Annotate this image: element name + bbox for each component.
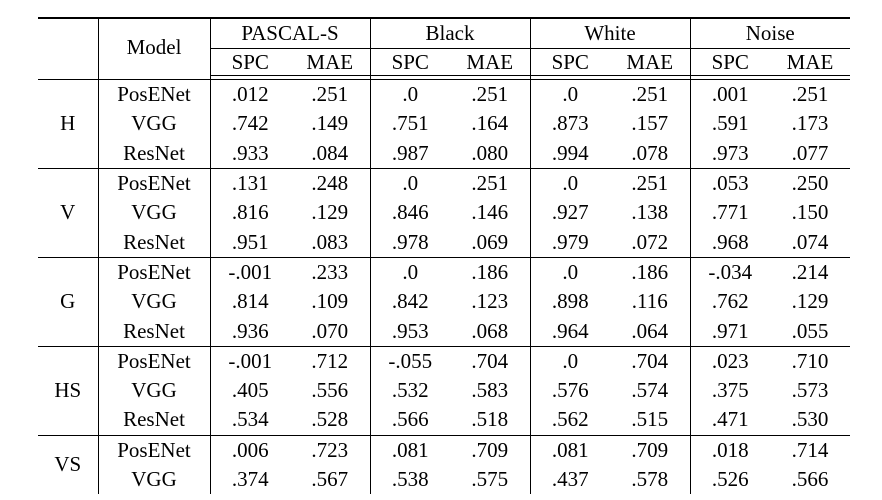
table-row xyxy=(38,168,850,198)
mae-value-cell: .068 xyxy=(471,318,509,343)
spc-value-cell: .979 xyxy=(530,227,610,257)
spc-value-cell: .927 xyxy=(530,198,610,227)
mae-value-cell: .712 xyxy=(290,346,370,376)
mae-value-cell: .149 xyxy=(311,111,349,136)
results-table-body xyxy=(38,80,850,495)
dataset-header-white: White xyxy=(530,18,690,49)
model-name-cell: PosENet xyxy=(98,257,210,287)
mae-value-cell: .109 xyxy=(311,289,349,314)
spc-value-cell: .566 xyxy=(370,405,450,435)
metric-header-mae: MAE xyxy=(450,49,530,76)
spc-value-cell: .846 xyxy=(370,198,450,227)
table-row xyxy=(38,346,850,376)
model-name-cell: ResNet xyxy=(98,405,210,435)
spc-value-cell: .814 xyxy=(210,287,290,316)
mae-value-cell: .714 xyxy=(770,435,850,465)
dataset-header-pascal-s: PASCAL-S xyxy=(210,18,370,49)
spc-value-cell: .0 xyxy=(370,257,450,287)
spc-value-cell: .081 xyxy=(530,435,610,465)
mae-value-cell: .251 xyxy=(610,80,690,110)
table-row xyxy=(38,405,850,435)
spc-value-cell: .0 xyxy=(530,257,610,287)
spc-value-cell: .898 xyxy=(530,287,610,316)
spc-value-cell: .0 xyxy=(370,168,450,198)
mae-value-cell: .567 xyxy=(311,467,349,491)
mae-value-cell: .574 xyxy=(631,378,669,403)
spc-value-cell: .405 xyxy=(210,376,290,405)
spc-value-cell: .018 xyxy=(690,435,770,465)
spc-value-cell: .001 xyxy=(690,80,770,110)
mae-value-cell: .248 xyxy=(290,168,370,198)
mae-value-cell: .573 xyxy=(791,378,829,403)
model-column-header: Model xyxy=(98,18,210,76)
group-label: V xyxy=(38,168,98,257)
spc-value-cell: .842 xyxy=(370,287,450,316)
dataset-header-black: Black xyxy=(370,18,530,49)
mae-value-cell: .070 xyxy=(311,318,349,343)
spc-value-cell: .951 xyxy=(210,227,290,257)
mae-value-cell: .583 xyxy=(471,378,509,403)
mae-value-cell: .704 xyxy=(610,346,690,376)
spc-value-cell: .816 xyxy=(210,198,290,227)
group-label: HS xyxy=(38,346,98,435)
metric-header-spc: SPC xyxy=(370,49,450,76)
spc-value-cell: .953 xyxy=(370,316,450,346)
spc-value-cell: .534 xyxy=(210,405,290,435)
metric-header-mae: MAE xyxy=(770,49,850,76)
mae-value-cell: .146 xyxy=(471,200,509,225)
table-row xyxy=(38,198,850,227)
mae-value-cell: .251 xyxy=(610,168,690,198)
mae-value-cell: .709 xyxy=(450,435,530,465)
results-table xyxy=(38,17,850,494)
mae-value-cell: .556 xyxy=(311,378,349,403)
model-name-cell: VGG xyxy=(98,465,210,494)
mae-value-cell: .078 xyxy=(631,140,669,165)
mae-value-cell: .186 xyxy=(610,257,690,287)
spc-value-cell: .742 xyxy=(210,109,290,138)
spc-value-cell: .0 xyxy=(530,80,610,110)
mae-value-cell: .251 xyxy=(450,168,530,198)
spc-value-cell: .374 xyxy=(210,465,290,494)
spc-value-cell: .437 xyxy=(530,465,610,494)
mae-value-cell: .064 xyxy=(631,318,669,343)
model-name-cell: PosENet xyxy=(98,346,210,376)
spc-value-cell: .0 xyxy=(530,346,610,376)
spc-value-cell: .562 xyxy=(530,405,610,435)
metric-header-spc: SPC xyxy=(530,49,610,76)
spc-value-cell: .978 xyxy=(370,227,450,257)
mae-value-cell: .080 xyxy=(471,140,509,165)
spc-value-cell: .936 xyxy=(210,316,290,346)
mae-value-cell: .084 xyxy=(311,140,349,165)
model-name-cell: VGG xyxy=(98,287,210,316)
mae-value-cell: .566 xyxy=(791,467,829,491)
spc-value-cell: .006 xyxy=(210,435,290,465)
model-name-cell: ResNet xyxy=(98,139,210,169)
mae-value-cell: .072 xyxy=(631,229,669,254)
spc-value-cell: .933 xyxy=(210,139,290,169)
mae-value-cell: .069 xyxy=(471,229,509,254)
mae-value-cell: .138 xyxy=(631,200,669,225)
mae-value-cell: .150 xyxy=(791,200,829,225)
mae-value-cell: .123 xyxy=(471,289,509,314)
spc-value-cell: .964 xyxy=(530,316,610,346)
table-row xyxy=(38,287,850,316)
mae-value-cell: .578 xyxy=(631,467,669,491)
table-row xyxy=(38,80,850,110)
spc-value-cell: .081 xyxy=(370,435,450,465)
mae-value-cell: .129 xyxy=(311,200,349,225)
spc-value-cell: .751 xyxy=(370,109,450,138)
mae-value-cell: .251 xyxy=(770,80,850,110)
spc-value-cell: .987 xyxy=(370,139,450,169)
metric-header-spc: SPC xyxy=(690,49,770,76)
table-row xyxy=(38,376,850,405)
model-name-cell: ResNet xyxy=(98,227,210,257)
header-corner-cell xyxy=(38,18,98,76)
model-name-cell: VGG xyxy=(98,109,210,138)
metric-header-mae: MAE xyxy=(290,49,370,76)
mae-value-cell: .709 xyxy=(610,435,690,465)
mae-value-cell: .186 xyxy=(450,257,530,287)
mae-value-cell: .528 xyxy=(311,407,349,432)
spc-value-cell: -.055 xyxy=(370,346,450,376)
spc-value-cell: .873 xyxy=(530,109,610,138)
table-row xyxy=(38,109,850,138)
spc-value-cell: .0 xyxy=(530,168,610,198)
spc-value-cell: .526 xyxy=(690,465,770,494)
mae-value-cell: .515 xyxy=(631,407,669,432)
spc-value-cell: -.001 xyxy=(210,257,290,287)
model-name-cell: PosENet xyxy=(98,168,210,198)
spc-value-cell: .576 xyxy=(530,376,610,405)
spc-value-cell: .532 xyxy=(370,376,450,405)
mae-value-cell: .077 xyxy=(791,140,829,165)
dataset-header-noise: Noise xyxy=(690,18,850,49)
spc-value-cell: .538 xyxy=(370,465,450,494)
table-row xyxy=(38,139,850,169)
mae-value-cell: .530 xyxy=(791,407,829,432)
spc-value-cell: .771 xyxy=(690,198,770,227)
table-row xyxy=(38,435,850,465)
spc-value-cell: .053 xyxy=(690,168,770,198)
mae-value-cell: .164 xyxy=(471,111,509,136)
mae-value-cell: .250 xyxy=(770,168,850,198)
spc-value-cell: .968 xyxy=(690,227,770,257)
mae-value-cell: .055 xyxy=(791,318,829,343)
spc-value-cell: .375 xyxy=(690,376,770,405)
mae-value-cell: .723 xyxy=(290,435,370,465)
model-name-cell: PosENet xyxy=(98,435,210,465)
table-row xyxy=(38,316,850,346)
table-row xyxy=(38,465,850,494)
mae-value-cell: .704 xyxy=(450,346,530,376)
mae-value-cell: .129 xyxy=(791,289,829,314)
spc-value-cell: .0 xyxy=(370,80,450,110)
spc-value-cell: -.034 xyxy=(690,257,770,287)
spc-value-cell: .012 xyxy=(210,80,290,110)
spc-value-cell: -.001 xyxy=(210,346,290,376)
table-row xyxy=(38,257,850,287)
spc-value-cell: .131 xyxy=(210,168,290,198)
model-name-cell: VGG xyxy=(98,198,210,227)
mae-value-cell: .575 xyxy=(471,467,509,491)
mae-value-cell: .214 xyxy=(770,257,850,287)
spc-value-cell: .971 xyxy=(690,316,770,346)
spc-value-cell: .591 xyxy=(690,109,770,138)
mae-value-cell: .518 xyxy=(471,407,509,432)
spc-value-cell: .023 xyxy=(690,346,770,376)
model-name-cell: VGG xyxy=(98,376,210,405)
spc-value-cell: .994 xyxy=(530,139,610,169)
mae-value-cell: .710 xyxy=(770,346,850,376)
spc-value-cell: .762 xyxy=(690,287,770,316)
metric-header-spc: SPC xyxy=(210,49,290,76)
spc-value-cell: .973 xyxy=(690,139,770,169)
mae-value-cell: .233 xyxy=(290,257,370,287)
spc-value-cell: .471 xyxy=(690,405,770,435)
mae-value-cell: .083 xyxy=(311,229,349,254)
model-name-cell: PosENet xyxy=(98,80,210,110)
mae-value-cell: .116 xyxy=(631,289,668,314)
header-row-datasets xyxy=(38,18,850,49)
mae-value-cell: .251 xyxy=(450,80,530,110)
mae-value-cell: .251 xyxy=(290,80,370,110)
mae-value-cell: .157 xyxy=(631,111,669,136)
metric-header-mae: MAE xyxy=(610,49,690,76)
mae-value-cell: .173 xyxy=(791,111,829,136)
table-row xyxy=(38,227,850,257)
model-name-cell: ResNet xyxy=(98,316,210,346)
mae-value-cell: .074 xyxy=(791,229,829,254)
group-label: H xyxy=(38,80,98,169)
group-label: G xyxy=(38,257,98,346)
group-label: VS xyxy=(38,435,98,494)
